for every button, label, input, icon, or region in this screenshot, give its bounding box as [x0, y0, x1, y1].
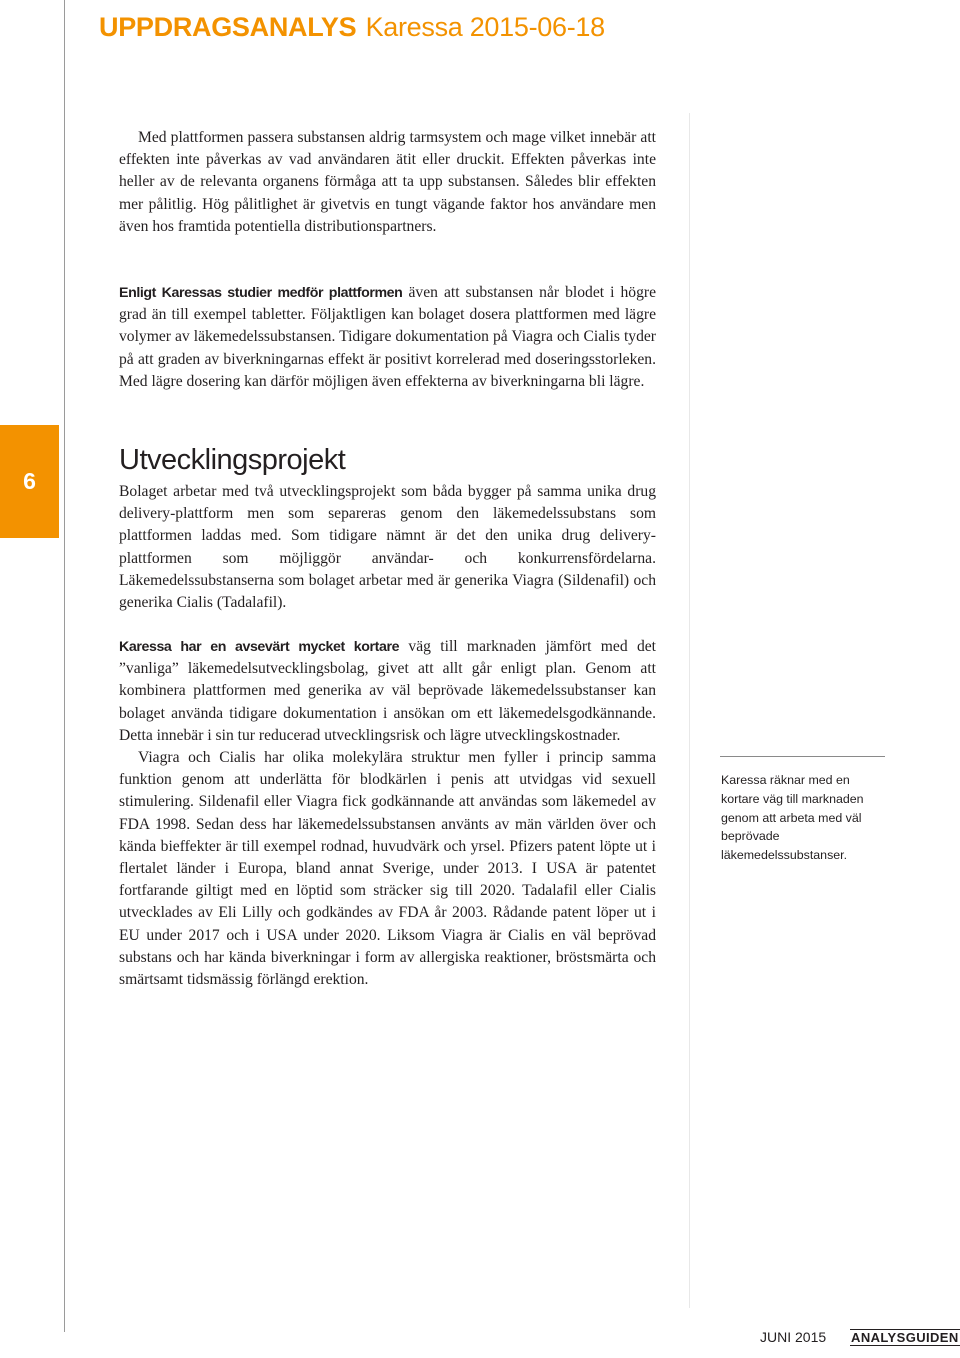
- market-lead: Karessa har en avsevärt mycket kortare: [119, 639, 400, 655]
- market-paragraph: [119, 636, 656, 747]
- intro-block: [119, 127, 656, 238]
- header-brand: UPPDRAGSANALYS: [99, 12, 357, 42]
- studies-block: [119, 282, 656, 393]
- column-divider: [689, 113, 690, 1308]
- studies-lead: Enligt Karessas studier medför plattformen: [119, 285, 403, 301]
- market-block: [119, 636, 656, 991]
- market-paragraph-2: Viagra och Cialis har olika molekylära struktur men fyller i princip samma funktion genom att underlätta för blodkärlen i penis att utvidgas vid sexuell stimulering. Sildenafil eller Viagra fick godkännande att användas som läkemedel av FDA 1998. Sedan dess har läkemedelssubstansen använts av män världen över och kända bieffekter är till exempel rodnad, huvudvärk och yrsel. Pfizers patent löpte ut i flertalet länder i Europa, bland annat Sverige, under 2013. I USA är patentet fortfarande giltigt med en löptid som sträcker sig till 2020. Tadalafil eller Cialis utvecklades av Eli Lilly och godkändes av FDA år 2003. Rådande patent löper ut i EU under 2017 och i USA under 2020. Liksom Viagra är Cialis en väl beprövad substans och har kända biverkningar i form av allergiska reaktioner, bröstsmärta och smärtsamt tidsmässig förlängd erektion.: [119, 749, 656, 989]
- market-text: väg till marknaden jämfört med det ”vanliga” läkemedelsutvecklingsbolag, givet att allt går enligt plan. Genom att kombinera plattformen med generika av väl beprövade läkemedelssubstanser kan bolaget använda tidigare dokumentation i ansökan om ett läkemedelsgodkännande. Detta innebär i sin tur reducerad utvecklingsrisk och lägre utvecklingskostnader.: [119, 638, 656, 744]
- page-footer: [760, 1329, 960, 1346]
- footer-brand: ANALYSGUIDEN: [851, 1330, 959, 1345]
- sidebar-note: Karessa räknar med en kortare väg till marknaden genom att arbeta med väl beprövade läkemedelssubstanser.: [721, 773, 864, 863]
- section-heading: Utvecklingsprojekt: [119, 444, 346, 476]
- footer-date: JUNI 2015: [760, 1329, 827, 1345]
- page-number: 6: [23, 468, 36, 494]
- studies-text: även att substansen når blodet i högre grad än till exempel tabletter. Följaktligen kan bolaget dosera plattformen med lägre volymer av läkemedelssubstansen. Tidigare dokumentation på Viagra och Cialis tyder på att graden av biverkningarnas effekt är positivt korrelerad med doseringsstorleken. Med lägre dosering kan därför möjligen även effekterna av biverkningarna bli lägre.: [119, 284, 656, 390]
- sidebar-rule: [720, 756, 885, 757]
- intro-paragraph: Med plattformen passera substansen aldrig tarmsystem och mage vilket innebär att effekten inte påverkas av vad användaren ätit eller druckit. Effekten påverkas inte heller av de relevanta organens förmåga att ta upp substansen. Således blir effekten mer pålitlig. Hög pålitlighet är givetvis en tungt vägande faktor hos användare men även hos framtida potentiella distributionspartners.: [119, 129, 656, 235]
- left-margin-rule: [64, 0, 65, 1332]
- page-number-tab: [0, 425, 59, 538]
- page-header: [99, 12, 605, 43]
- section-block: [119, 481, 656, 614]
- header-subtitle: Karessa 2015-06-18: [365, 12, 605, 42]
- studies-paragraph: [119, 282, 656, 393]
- section-paragraph: Bolaget arbetar med två utvecklingsprojekt som båda bygger på samma unika drug delivery-plattform men som separeras genom den läkemedelssubstans som plattformen laddas med. Som tidigare nämnt är det den unika drug delivery-plattformen som möjliggör användar- och konkurrensfördelarna. Läkemedelssubstanserna som bolaget arbetar med är generika Viagra (Sildenafil) och generika Cialis (Tadalafil).: [119, 483, 656, 612]
